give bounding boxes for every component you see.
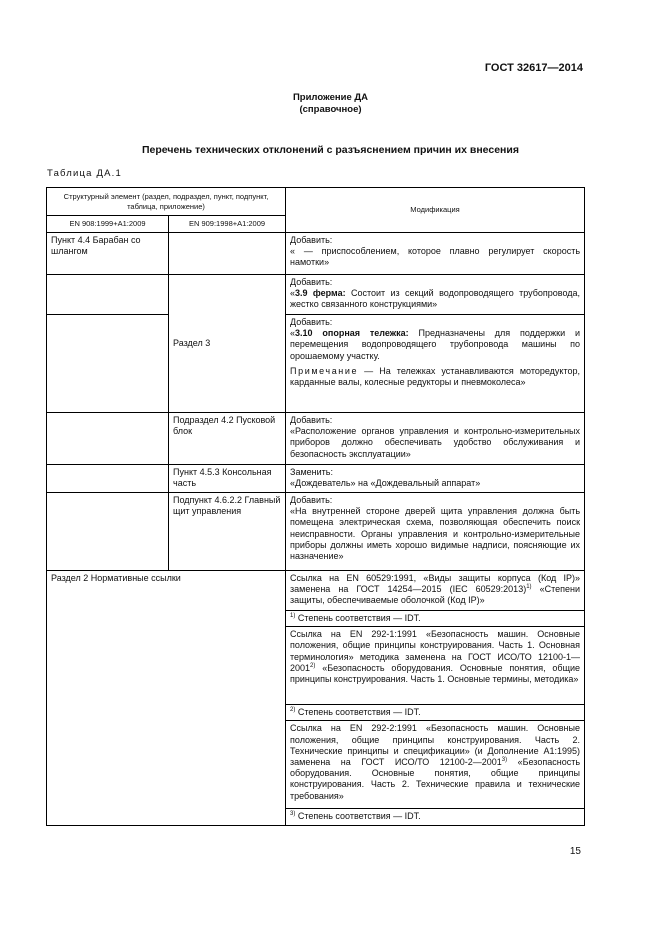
row3-en908: [47, 315, 169, 413]
table-label: Таблица ДА.1: [47, 168, 122, 179]
row1-modification: [286, 233, 585, 275]
document-title: Перечень технических отклонений с разъяснением причин их внесения: [141, 144, 519, 156]
deviations-table: [46, 187, 585, 826]
header-en908: EN 908:1999+A1:2009: [47, 216, 169, 233]
ref3-footnote-mark: 3): [501, 757, 508, 764]
table-row: [47, 571, 585, 611]
table-row: [47, 493, 585, 571]
footnote3-text: Степень соответствия — IDT.: [295, 811, 421, 822]
row2-action: Добавить:: [290, 277, 333, 287]
ref2: [286, 627, 585, 705]
ref1-text: Ссылка на EN 60529:1991, «Виды защиты корпуса (Код IP)» заменена на ГОСТ 14254—2015 (IEC 60529:2013): [290, 573, 581, 595]
row1-en908: Пункт 4.4 Барабан со шлангом: [47, 233, 169, 275]
ref2-title: «Безопасность оборудования. Основные понятия, общие принципы конструирования. Часть 1. Основные термины, методика»: [290, 662, 581, 685]
appendix-heading: [0, 92, 661, 116]
row5-action: Заменить:: [290, 467, 333, 477]
ref3-title: «Безопасность оборудования. Основные понятия, общие принципы конструирования. Часть 2. Технические правила и технические требования»: [290, 757, 581, 801]
row1-en909: [169, 233, 286, 275]
row4-en909: Подраздел 4.2 Пусковой блок: [169, 413, 286, 465]
standard-code: ГОСТ 32617—2014: [484, 62, 583, 74]
row6-en908: [47, 493, 169, 571]
row2-en908: [47, 275, 169, 315]
row23-en909: Раздел 3: [169, 275, 286, 413]
row1-text: « — приспособлением, которое плавно регулирует скорость намотки»: [290, 246, 581, 268]
row4-modification: [286, 413, 585, 465]
row4-action: Добавить:: [290, 415, 333, 425]
row5-modification: [286, 465, 585, 493]
header-modification: Модификация: [286, 188, 585, 233]
ref2-footnote-mark: 2): [310, 662, 316, 669]
table-row: [47, 315, 585, 413]
footnote1-mark: 1): [290, 613, 296, 619]
row4-en908: [47, 413, 169, 465]
ref2-text: Ссылка на EN 292-1:1991 «Безопасность машин. Основные положения, общие принципы конструирования. Часть 1. Основная терминология» методика заменена на ГОСТ ИСО/ТО 12100-1—2001: [290, 629, 581, 673]
row3-quote: «: [290, 328, 296, 339]
row1-action: Добавить:: [290, 235, 333, 245]
table-row: [47, 465, 585, 493]
header-structural-element: Структурный элемент (раздел, подраздел, пункт, подпункт, таблица, приложение): [47, 188, 286, 216]
row3-text: Предназначены для поддержки и перемещения водопроводящего трубопровода машины по орошаемому участку.: [290, 328, 581, 361]
row2-quote: «: [290, 288, 296, 299]
row5-text: «Дождеватель» на «Дождевальный аппарат»: [290, 478, 481, 489]
footnote3: [286, 809, 585, 825]
table-row: [47, 413, 585, 465]
row6-action: Добавить:: [290, 495, 333, 505]
appendix-subtitle: (справочное): [299, 104, 362, 115]
appendix-title: Приложение ДА: [292, 92, 369, 103]
ref3-text: Ссылка на EN 292-2:1991 «Безопасность машин. Основные положения, общие принципы конструирования. Часть 2. Технические принципы и спецификации» (и Дополнение A1:1995) заменена на ГОСТ ИСО/ТО 12100-2—2001: [290, 723, 581, 768]
table-row: [47, 275, 585, 315]
footnote2: [286, 705, 585, 721]
row5-en909: Пункт 4.5.3 Консольная часть: [169, 465, 286, 493]
page-number: 15: [569, 846, 581, 857]
row3-modification: [286, 315, 585, 413]
row3-note: [290, 366, 580, 388]
ref1-footnote-mark: 1): [526, 584, 532, 591]
row6-modification: [286, 493, 585, 571]
row3-note-label: Примечание: [290, 365, 359, 376]
footnote3-mark: 3): [290, 811, 296, 818]
row7-normative-refs: Раздел 2 Нормативные ссылки: [47, 571, 286, 826]
row5-en908: [47, 465, 169, 493]
row2-text: Состоит из секций водопроводящего трубопровода, жестко связанного конструкциями»: [290, 288, 581, 310]
row3-term: 3.10 опорная тележка:: [295, 328, 409, 339]
ref3: [286, 721, 585, 809]
row3-note-text: — На тележках устанавливаются моторедуктор, карданные валы, колесные редукторы и пневмоколеса»: [290, 365, 581, 388]
footnote2-text: Степень соответствия — IDT.: [295, 707, 421, 718]
row4-text: «Расположение органов управления и контрольно-измерительных приборов должно обеспечивать удобство обслуживания и безопасность эксплуатации»: [290, 426, 581, 459]
row6-en909: Подпункт 4.6.2.2 Главный щит управления: [169, 493, 286, 571]
table-header-row: [47, 188, 585, 216]
footnote1-text: Степень соответствия — IDT.: [295, 613, 421, 623]
row2-term: 3.9 ферма:: [295, 288, 346, 299]
ref1-title: «Степени защиты, обеспечиваемые оболочкой (Код IP)»: [290, 584, 581, 606]
footnote2-mark: 2): [290, 707, 296, 714]
row3-action: Добавить:: [290, 317, 333, 327]
ref1: [286, 571, 585, 611]
header-en909: EN 909:1998+A1:2009: [169, 216, 286, 233]
row6-text: «На внутренней стороне дверей щита управления должна быть помещена электрическая схема, позволяющая обеспечить поиск неисправности. Органы управления и контрольно-измерительные приборы должны иметь хорошо видимые надписи, поясняющие их назначение»: [290, 506, 581, 562]
table-row: [47, 233, 585, 275]
footnote1: [286, 611, 585, 627]
row2-modification: [286, 275, 585, 315]
